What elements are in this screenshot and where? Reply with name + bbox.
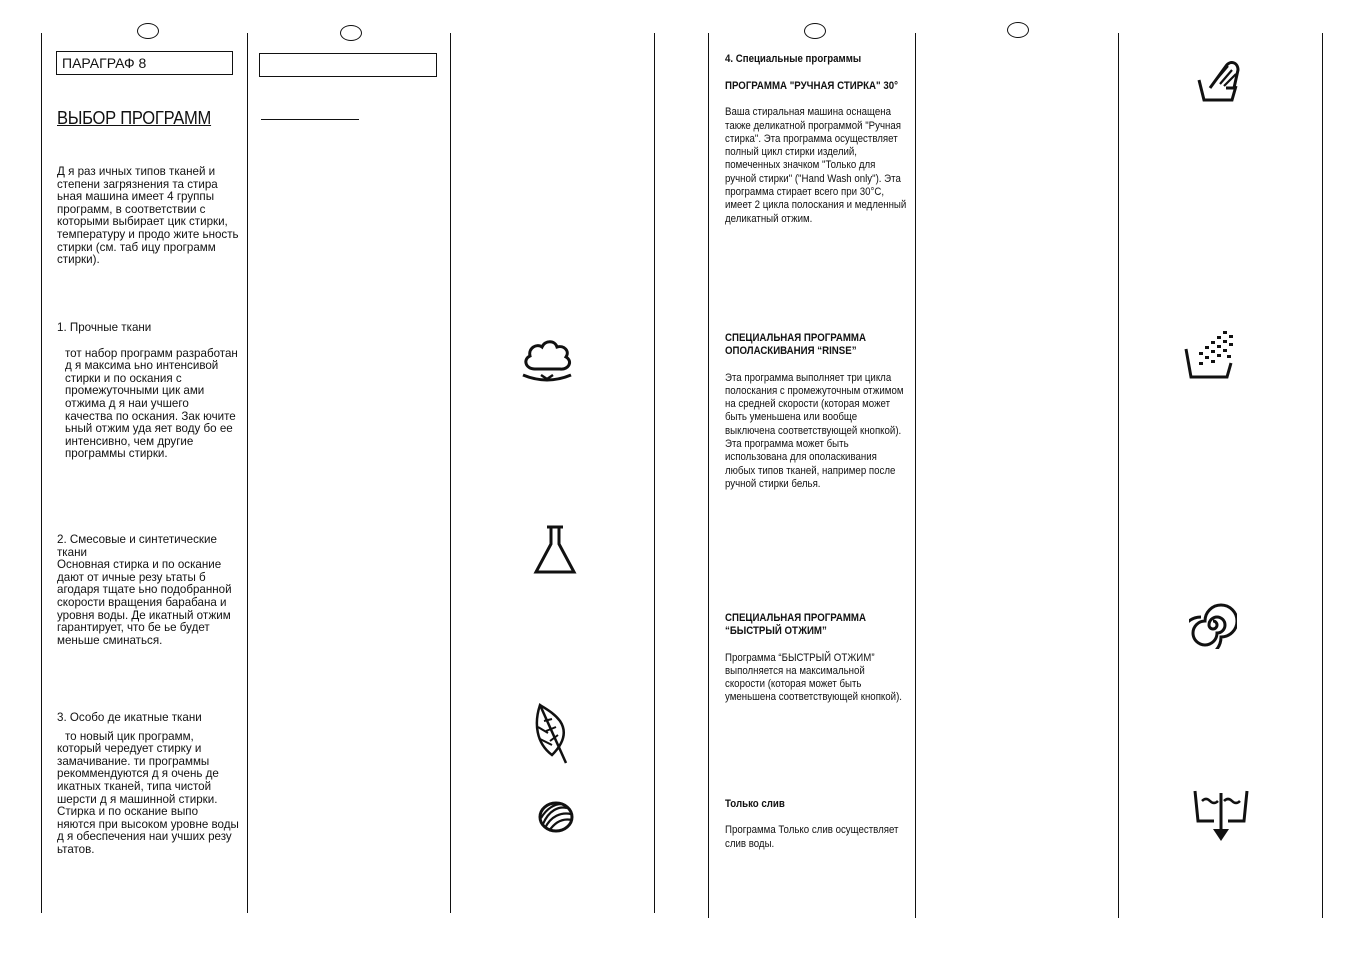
rinse-icon [1183,329,1239,381]
program-drain [725,798,907,851]
drain-icon [1192,787,1250,843]
wool-icon [537,800,575,834]
program-fast-spin [725,612,907,705]
spin-icon [1189,601,1237,649]
program-heading: Только слив [725,798,785,810]
section-heading: 3. Особо де икатные ткани [57,711,202,724]
intro-text [57,166,239,267]
program-text: Эта программа выполняет три цикла полоскания с промежуточным отжимом на средней скорости (которая может быть уменьшена или вообще выключена соответствующей кнопкой). Эта программа может быть использована для ополаскивания любых типов тканей, например после ручной стирки белья. [725,371,904,490]
language-mark [137,23,159,39]
program-heading: СПЕЦИАЛЬНАЯ ПРОГРАММА “БЫСТРЫЙ ОТЖИМ” [725,612,866,638]
program-text: Ваша стиральная машина оснащена также деликатной программой "Ручная стирка". Эта программа осуществляет полный цикл стирки изделий, помеченных значком "Только для ручной стирки" ("Hand Wash only"). Эта программа стирает всего при 30°С, имеет 2 цикла полоскания и медленный деликатный отжим. [725,106,907,225]
column-rule [915,33,916,918]
language-mark [804,23,826,39]
column-rule [1322,33,1323,918]
column-rule [708,33,709,918]
section-title: 4. Специальные программы [725,53,862,65]
column-rule [1118,33,1119,918]
column-rule [450,33,451,913]
page-title: ВЫБОР ПРОГРАММ [57,108,212,128]
program-text: Программа Только слив осуществляет слив воды. [725,824,899,850]
program-hand-wash [725,80,907,226]
section-text: Основная стирка и по оскание дают от ичные резу ьтаты б агодаря тщате ьно подобранной скорости вращения барабана и уровня воды. Де икатный отжим гарантирует, что бе ье будет меньше сминаться. [57,558,232,647]
hand-wash-icon [1196,58,1244,104]
special-programs-column [725,53,907,66]
section-heading: 2. Смесовые и синтетические ткани [57,533,217,559]
synthetic-flask-icon [533,524,577,576]
section-header-box: ПАРАГРАФ 8 [56,51,233,75]
program-rinse [725,332,907,491]
divider [261,119,359,120]
section-heading: 1. Прочные ткани [57,321,152,334]
empty-header-box [259,53,437,77]
section-mixed-fabrics [57,534,239,647]
section-strong-fabrics [57,322,239,461]
intro-paragraph: Д я раз ичных типов тканей и степени загрязнения та стира ьная машина имеет 4 группы программ, в соответствии с которыми выбирает цик стирки, температуру и продо жите ьность стирки (см. таб ицу программ стирки). [57,165,239,267]
section-text: тот набор программ разработан д я максима ьно интенсивой стирки и по оскания с промежуточными цик ами отжима д я наи учшего качества по оскания. Зак ючите ьный отжим уда яет воду бо ее интенсивно, чем другие программы стирки. [65,346,238,461]
column-rule [247,33,248,913]
delicate-feather-icon [532,703,572,765]
column-rule [41,33,42,913]
language-mark [1007,22,1029,38]
section-delicate-fabrics [57,712,239,857]
section-text: то новый цик программ, который чередует стирку и замачивание. ти программы рекоммендуются д я очень де икатных тканей, типа чистой шерсти д я машинной стирки. Стирка и по оскание выпо няются при высоком уровне воды д я обеспечения наи учших резу ьтатов. [57,729,239,856]
cotton-icon [519,337,575,385]
column-rule [654,33,655,913]
program-text: Программа “БЫСТРЫЙ ОТЖИМ” выполняется на максимальной скорости (которая может быть уменьшена соответствующей кнопкой). [725,651,902,704]
program-heading: СПЕЦИАЛЬНАЯ ПРОГРАММА ОПОЛАСКИВАНИЯ “RINSE” [725,332,866,358]
program-heading: ПРОГРАММА "РУЧНАЯ СТИРКА" 30° [725,80,898,92]
language-mark [340,25,362,41]
